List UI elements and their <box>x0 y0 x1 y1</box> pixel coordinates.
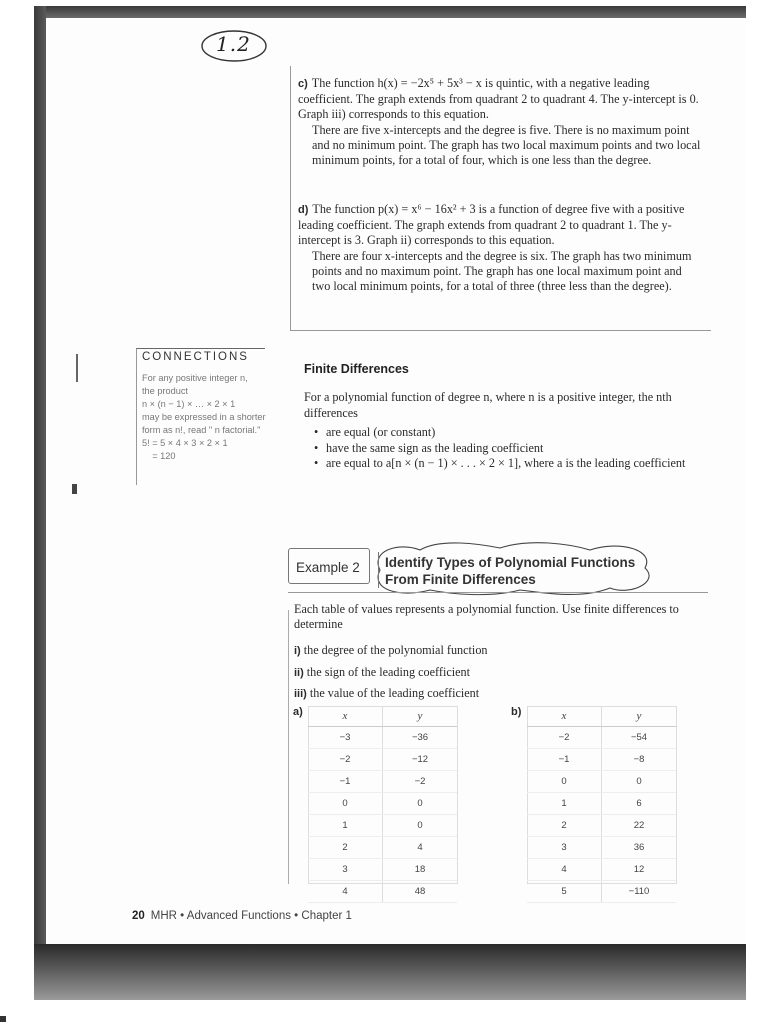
solution-c <box>298 76 703 168</box>
example-title-line: Identify Types of Polynomial Functions <box>385 555 636 570</box>
connections-line: For any positive integer n, <box>142 373 248 383</box>
table-row <box>527 771 676 793</box>
connections-title: CONNECTIONS <box>142 351 249 363</box>
table-row <box>308 881 457 903</box>
margin-mark <box>76 354 78 382</box>
table-cell: −1 <box>527 749 602 771</box>
step-number: i) <box>294 645 301 657</box>
table-cell: 36 <box>602 837 677 859</box>
table-cell: 2 <box>527 815 602 837</box>
example-steps <box>294 640 488 705</box>
table-cell: 1 <box>308 815 383 837</box>
table-b-label: b) <box>511 706 522 718</box>
table-row <box>308 837 457 859</box>
table-row <box>527 837 676 859</box>
table-cell: 1 <box>527 793 602 815</box>
connections-line: 5! = 5 × 4 × 3 × 2 × 1 <box>142 438 228 448</box>
item-label: d) <box>298 204 309 216</box>
table-cell: −8 <box>602 749 677 771</box>
table-row <box>308 793 457 815</box>
page-number: 20 <box>132 910 145 922</box>
example-title-line: From Finite Differences <box>385 572 536 587</box>
page-footer <box>132 910 352 922</box>
example-title <box>385 554 635 588</box>
table-cell: −110 <box>602 881 677 903</box>
item-paragraph: There are four x-intercepts and the degree is six. The graph has two minimum points and no maximum point. The graph has one local maximum point and two local minimum points, for a total of three (three less than the degree). <box>312 248 692 294</box>
table-row <box>527 881 676 903</box>
table-cell: −2 <box>383 771 458 793</box>
table-cell: 12 <box>602 859 677 881</box>
step-number: ii) <box>294 666 304 679</box>
example-label: Example 2 <box>296 560 360 575</box>
table-row <box>527 727 676 749</box>
connections-line: the product <box>142 386 188 396</box>
item-paragraph: The function h(x) = −2x⁵ + 5x³ − x is quintic, with a negative leading coefficient. The graph extends from quadrant 2 to quadrant 4. The y-intercept is 0. Graph iii) corresponds to this equation. <box>298 76 699 122</box>
list-item: • are equal (or constant) <box>316 425 704 441</box>
table-cell: 48 <box>383 881 458 903</box>
table-a-label: a) <box>293 706 303 718</box>
connections-line: n × (n − 1) × … × 2 × 1 <box>142 399 236 409</box>
table-cell: 0 <box>602 771 677 793</box>
connections-line: form as n!, read " n factorial." <box>142 425 261 435</box>
list-item: • are equal to a[n × (n − 1) × . . . × 2 × 1], where a is the leading coefficient <box>316 456 704 472</box>
list-item: • have the same sign as the leading coefficient <box>316 441 704 457</box>
solution-d <box>298 202 703 294</box>
table-header: x <box>527 706 602 727</box>
scan-mark <box>0 1016 6 1022</box>
finite-differences-list <box>304 425 704 472</box>
table-row <box>308 859 457 881</box>
table-row <box>308 749 457 771</box>
table-cell: 18 <box>383 859 458 881</box>
step-number: iii) <box>294 688 307 700</box>
scan-frame-left <box>34 6 46 956</box>
table-cell: 0 <box>308 793 383 815</box>
scan-edge <box>0 1000 768 1024</box>
table-cell: −2 <box>527 727 602 749</box>
table-header-row <box>308 706 457 727</box>
table-header: y <box>383 706 458 727</box>
example-divider <box>378 552 379 588</box>
handwritten-note: 1.2 <box>216 32 251 56</box>
table-row <box>308 727 457 749</box>
item-label: c) <box>298 78 308 90</box>
table-cell: 3 <box>308 859 383 881</box>
table-b <box>527 706 676 903</box>
connections-body <box>142 372 266 463</box>
footer-text: MHR • Advanced Functions • Chapter 1 <box>150 910 352 922</box>
table-cell: −12 <box>383 749 458 771</box>
table-cell: 3 <box>527 837 602 859</box>
finite-differences-title: Finite Differences <box>304 362 409 376</box>
table-cell: 4 <box>527 859 602 881</box>
table-cell: −54 <box>602 727 677 749</box>
item-paragraph: The function p(x) = x⁶ − 16x² + 3 is a function of degree five with a positive leading coefficient. The graph extends from quadrant 2 to quadrant 1. The y-intercept is 3. Graph ii) corresponds to this equation. <box>298 202 685 248</box>
example-margin-rule <box>288 610 289 884</box>
finite-differences-body <box>304 390 704 472</box>
table-cell: −3 <box>308 727 383 749</box>
table-cell: 5 <box>527 881 602 903</box>
table-cell: 0 <box>527 771 602 793</box>
table-header: y <box>602 706 677 727</box>
step-text: the degree of the polynomial function <box>303 643 488 657</box>
table-cell: 0 <box>383 793 458 815</box>
table-row <box>527 749 676 771</box>
step-text: the value of the leading coefficient <box>309 686 480 700</box>
table-row <box>308 771 457 793</box>
table-row <box>527 859 676 881</box>
margin-mark <box>72 484 77 494</box>
scan-frame-top <box>36 6 746 18</box>
table-header-row <box>527 706 676 727</box>
table-cell: −36 <box>383 727 458 749</box>
example-step <box>294 662 488 684</box>
table-cell: 6 <box>602 793 677 815</box>
table-row <box>308 815 457 837</box>
table-cell: 2 <box>308 837 383 859</box>
table-row <box>527 793 676 815</box>
table-cell: 4 <box>383 837 458 859</box>
example-step <box>294 683 488 705</box>
table-header: x <box>308 706 383 727</box>
example-rule <box>288 592 708 593</box>
connections-line: = 120 <box>142 451 176 461</box>
table-row <box>527 815 676 837</box>
connections-line: may be expressed in a shorter <box>142 412 266 422</box>
table-cell: 4 <box>308 881 383 903</box>
example-step <box>294 640 488 662</box>
item-paragraph: There are five x-intercepts and the degree is five. There is no maximum point and no minimum point. The graph has two local maximum points and two local minimum points, for a total of four, which is one less than the degree. <box>312 122 701 168</box>
finite-differences-intro: For a polynomial function of degree n, where n is a positive integer, the nth differences <box>304 390 672 420</box>
example-intro: Each table of values represents a polynomial function. Use finite differences to determine <box>294 602 679 631</box>
table-a <box>308 706 457 903</box>
table-cell: 22 <box>602 815 677 837</box>
table-cell: −2 <box>308 749 383 771</box>
table-cell: 0 <box>383 815 458 837</box>
table-cell: −1 <box>308 771 383 793</box>
scan-frame-bottom <box>34 944 746 1000</box>
step-text: the sign of the leading coefficient <box>306 664 471 679</box>
